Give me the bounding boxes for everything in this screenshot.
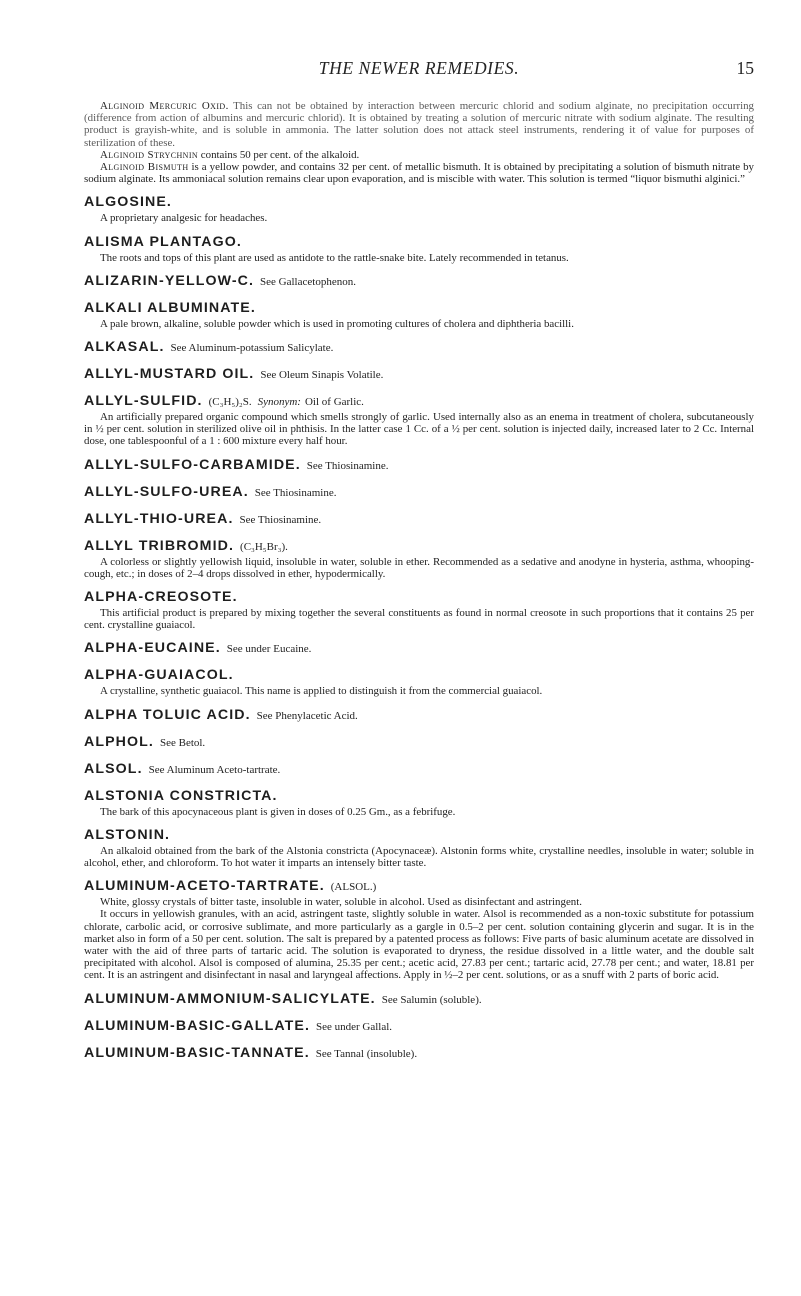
dictionary-entry xyxy=(84,878,754,981)
headword-line xyxy=(84,234,754,252)
dictionary-entry xyxy=(84,538,754,580)
headword: ALSOL. xyxy=(84,760,143,777)
headword: ALKALI ALBUMINATE. xyxy=(84,299,256,316)
dictionary-entry xyxy=(84,1045,754,1063)
headword-line xyxy=(84,457,754,475)
entry-paragraph: It occurs in yellowish granules, with an acid, astringent taste, slightly soluble in water. Alsol is recommended as a non-toxic substitute for potassium chlorate, carbolic acid, or corrosive sublimate, and more particularly as a gargle in 0.5–2 per cent. solution containing glycerin and sugar. It is in the market also in form of a 50 per cent. solution. The salt is prepared by a patented process as follows: Five parts of basic aluminum acetate are dissolved in water with the aid of three parts of tartaric acid. The solution is evaporated to dryness, the residue dissolved in a little water, and the double salt precipitated with alcohol. Alsol is composed of alumina, 25.35 per cent.; acetic acid, 27.83 per cent.; tartaric acid, 27.78 per cent.; and water, 18.81 per cent. It is an astringent and disinfectant in nasal and laryngeal affections. Apply in ½–2 per cent. solutions, or as a snuff with 2 parts of boric acid. xyxy=(84,908,754,982)
dictionary-entry xyxy=(84,734,754,752)
headword-line xyxy=(84,194,754,212)
headword-line xyxy=(84,788,754,806)
headword: ALSTONIN. xyxy=(84,826,171,843)
headword: ALUMINUM-BASIC-TANNATE. xyxy=(84,1044,310,1061)
intro-text: contains 50 per cent. of the alkaloid. xyxy=(200,148,360,161)
running-title: THE NEWER REMEDIES. xyxy=(318,58,520,78)
headword-line xyxy=(84,273,754,291)
headword: ALUMINUM-ACETO-TARTRATE. xyxy=(84,878,325,895)
dictionary-entry xyxy=(84,366,754,384)
headword-line xyxy=(84,300,754,318)
dictionary-entry xyxy=(84,667,754,697)
dictionary-entry xyxy=(84,484,754,502)
headword-line xyxy=(84,339,754,357)
chemical-formula: (C₃H₅)₂S. xyxy=(208,396,252,409)
entry-paragraph: The bark of this apocynaceous plant is given in doses of 0.25 Gm., as a febrifuge. xyxy=(100,805,456,818)
dictionary-entry xyxy=(84,393,754,448)
cross-reference: See Thiosinamine. xyxy=(254,486,337,499)
headword: ALPHA-GUAIACOL. xyxy=(84,667,234,684)
headword-line xyxy=(84,511,754,529)
headword: ALKASAL. xyxy=(84,339,165,356)
headword: ALPHA-CREOSOTE. xyxy=(84,589,238,606)
cross-reference: See Tannal (insoluble). xyxy=(315,1047,418,1060)
cross-reference: See Phenylacetic Acid. xyxy=(256,709,358,722)
entry-paragraph: A proprietary analgesic for headaches. xyxy=(100,212,268,225)
dictionary-entry xyxy=(84,300,754,330)
entry-paragraph: This artificial product is prepared by mixing together the several constituents as found in normal creosote in such proportions that it contains 25 per cent. crystalline guaiacol. xyxy=(84,607,754,632)
dictionary-entry xyxy=(84,640,754,658)
intro-text: is a yellow powder, and contains 32 per cent. of metallic bismuth. It is obtained by precipitating a solution of bismuth nitrate by sodium alginate. Its ammoniacal solution remains clear upon evaporation, and is miscible with water. This solution is termed “liquor bismuthi alginici.” xyxy=(84,161,754,186)
entry-paragraph: A pale brown, alkaline, soluble powder which is used in promoting cultures of cholera and diphtheria bacilli. xyxy=(100,317,574,330)
headword-line xyxy=(84,667,754,685)
cross-reference: See Gallacetophenon. xyxy=(260,275,356,288)
dictionary-entry xyxy=(84,761,754,779)
intro-section xyxy=(84,100,754,185)
headword-line xyxy=(84,484,754,502)
intro-paragraph xyxy=(84,161,754,185)
intro-lead: Alginoid Bismuth xyxy=(100,161,189,174)
dictionary-entry xyxy=(84,511,754,529)
page-body xyxy=(84,100,754,1063)
headword: ALUMINUM-AMMONIUM-SALICYLATE. xyxy=(84,990,376,1007)
entry-paragraph: An alkaloid obtained from the bark of the Alstonia constricta (Apocynaceæ). Alstonin forms white, crystalline needles, insoluble in water; soluble in alcohol, ether, and chloroform. To hot water it imparts an intensely bitter taste. xyxy=(84,844,754,870)
headword-line xyxy=(84,991,754,1009)
synonym-label: Synonym: xyxy=(257,396,301,409)
headword-line xyxy=(84,1045,754,1063)
headword: ALPHA TOLUIC ACID. xyxy=(84,706,251,723)
dictionary-entry xyxy=(84,194,754,224)
cross-reference: See Aluminum Aceto-tartrate. xyxy=(148,763,281,776)
headword: ALLYL-THIO-UREA. xyxy=(84,510,234,527)
cross-reference: See Salumin (soluble). xyxy=(381,993,482,1006)
intro-lead: Alginoid Mercuric Oxid. xyxy=(100,100,229,112)
headword-line xyxy=(84,366,754,384)
headword: ALPHOL. xyxy=(84,733,154,750)
headword: ALLYL-SULFO-CARBAMIDE. xyxy=(84,456,301,473)
cross-reference: See under Eucaine. xyxy=(226,643,312,656)
headword-line xyxy=(84,640,754,658)
dictionary-entry xyxy=(84,827,754,869)
headword: ALLYL TRIBROMID. xyxy=(84,537,235,554)
headword: ALGOSINE. xyxy=(84,194,172,211)
chemical-formula: (C₃H₅Br₃). xyxy=(240,540,288,553)
headword: ALISMA PLANTAGO. xyxy=(84,233,242,250)
headword: ALUMINUM-BASIC-GALLATE. xyxy=(84,1017,310,1034)
cross-reference: See Thiosinamine. xyxy=(306,459,389,472)
cross-reference: (ALSOL.) xyxy=(330,881,377,894)
headword: ALLYL-MUSTARD OIL. xyxy=(84,366,255,383)
book-page xyxy=(84,58,754,1063)
dictionary-entry xyxy=(84,234,754,264)
dictionary-entry xyxy=(84,991,754,1009)
headword-line xyxy=(84,393,754,411)
cross-reference: See Oleum Sinapis Volatile. xyxy=(260,369,384,382)
headword-line xyxy=(84,734,754,752)
headword-line xyxy=(84,589,754,607)
dictionary-entry xyxy=(84,1018,754,1036)
entry-paragraph: White, glossy crystals of bitter taste, insoluble in water, soluble in alcohol. Used as disinfectant and astringent. xyxy=(100,896,582,909)
entry-paragraph: A colorless or slightly yellowish liquid, insoluble in water, soluble in ether. Recommended as a sedative and anodyne in hysteria, asthma, whooping-cough, etc.; in doses of 2–4 drops dissolved in ether, hypodermically. xyxy=(84,555,754,580)
dictionary-entry xyxy=(84,339,754,357)
dictionary-entry xyxy=(84,788,754,818)
headword-line xyxy=(84,761,754,779)
headword: ALSTONIA CONSTRICTA. xyxy=(84,787,278,804)
dictionary-entry xyxy=(84,707,754,725)
dictionary-entry xyxy=(84,589,754,631)
intro-paragraph xyxy=(84,149,754,161)
headword-line xyxy=(84,538,754,556)
cross-reference: See Aluminum-potassium Salicylate. xyxy=(170,342,334,355)
synonym-value: Oil of Garlic. xyxy=(304,396,364,409)
running-head xyxy=(84,58,754,88)
cross-reference: See Betol. xyxy=(159,736,206,749)
headword: ALLYL-SULFID. xyxy=(84,393,203,410)
cross-reference: See under Gallal. xyxy=(316,1020,393,1033)
headword-line xyxy=(84,878,754,896)
dictionary-entry xyxy=(84,273,754,291)
entry-paragraph: The roots and tops of this plant are used as antidote to the rattle-snake bite. Lately recommended in tetanus. xyxy=(100,251,569,264)
headword: ALIZARIN-YELLOW-C. xyxy=(84,272,255,289)
headword: ALLYL-SULFO-UREA. xyxy=(84,483,249,500)
page-number: 15 xyxy=(736,58,754,78)
intro-text: This can not be obtained by interaction between mercuric chlorid and sodium alginate, no precipitation occurring (difference from action of albumins and mercuric chlorid). It is obtained by treating a solution of mercuric nitrate with sodium alginate. The resulting product is grayish-white, and is soluble in ammonia. The latter solution does not attack steel instruments, rendering it of value for purposes of sterilization of these. xyxy=(84,100,754,149)
headword-line xyxy=(84,707,754,725)
headword: ALPHA-EUCAINE. xyxy=(84,640,221,657)
intro-lead: Alginoid Strychnin xyxy=(100,148,199,161)
headword-line xyxy=(84,1018,754,1036)
dictionary-entry xyxy=(84,457,754,475)
intro-paragraph xyxy=(84,100,754,149)
cross-reference: See Thiosinamine. xyxy=(239,513,322,526)
entry-paragraph: An artificially prepared organic compound which smells strongly of garlic. Used internally also as an enema in treatment of cholera, subcutaneously in ½ per cent. solution in sterilized olive oil in phthisis. In the latter case 1 Cc. of a ½ per cent. solution is injected daily, increased later to 2 Cc. Internal dose, one tablespoonful of a 1 : 600 mixture every half hour. xyxy=(84,411,754,448)
headword-line xyxy=(84,827,754,845)
entry-paragraph: A crystalline, synthetic guaiacol. This name is applied to distinguish it from the commercial guaiacol. xyxy=(100,685,543,698)
entries-list xyxy=(84,194,754,1062)
